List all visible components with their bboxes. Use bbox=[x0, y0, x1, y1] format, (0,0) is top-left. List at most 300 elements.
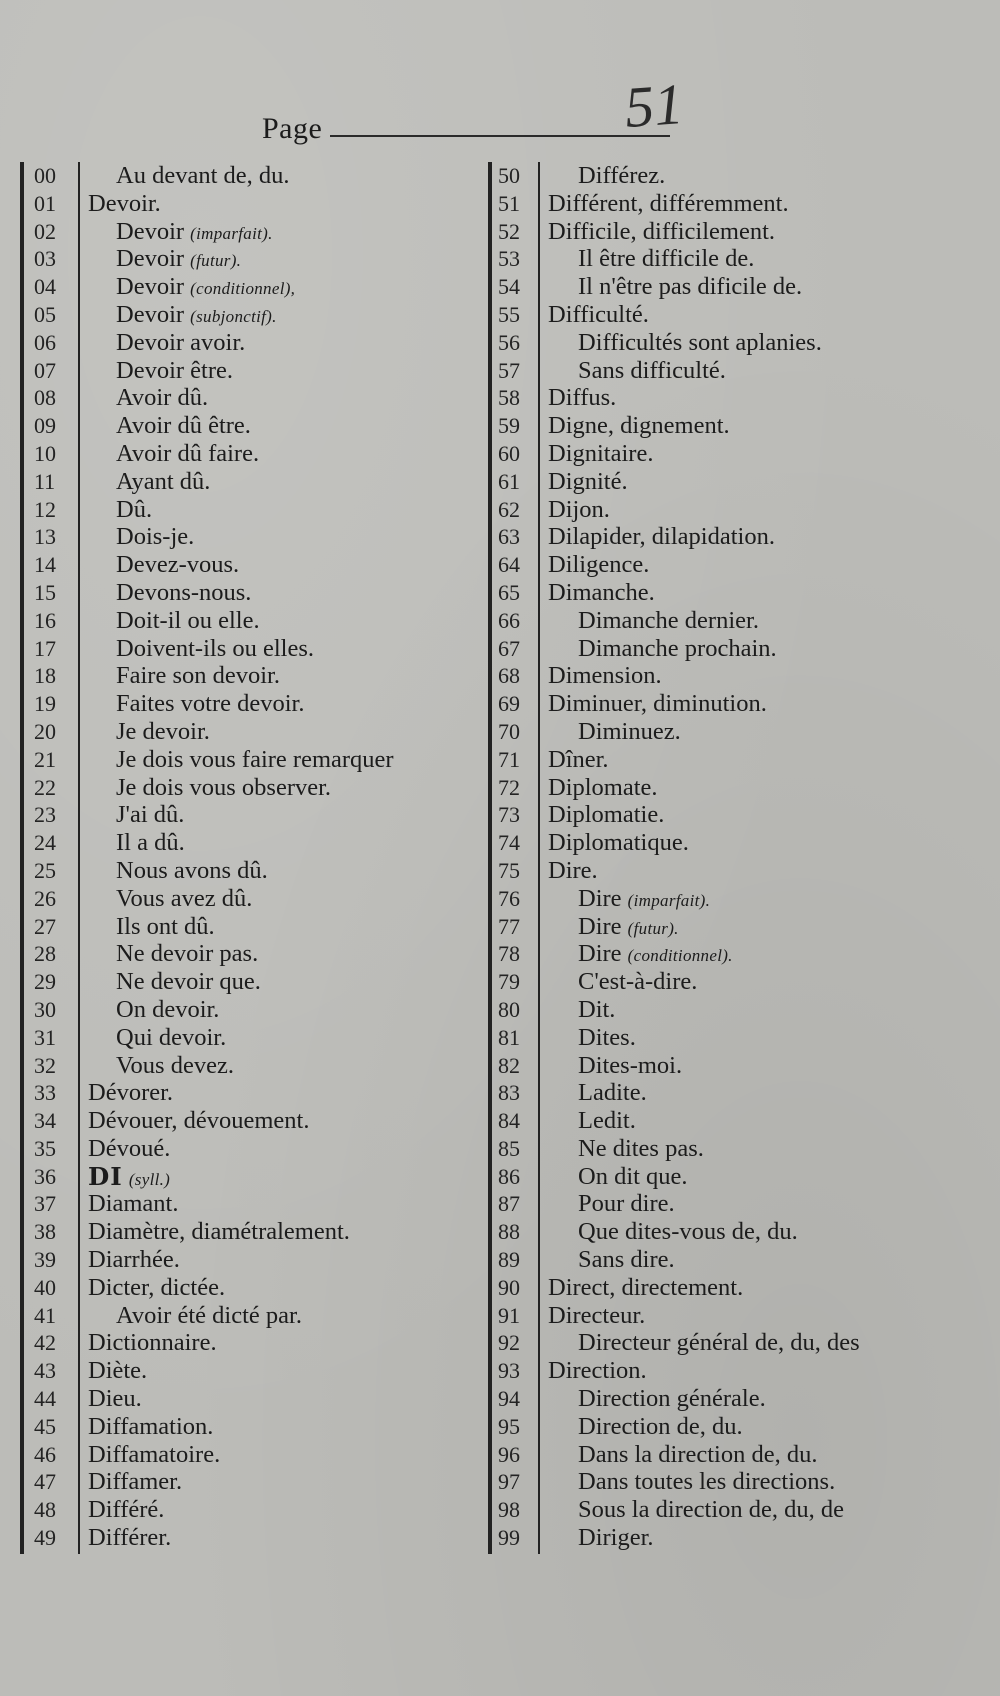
code-entry-row bbox=[488, 1496, 988, 1524]
entry-word: Il a dû. bbox=[116, 829, 185, 857]
entry-text bbox=[548, 829, 689, 857]
entry-code-number: 41 bbox=[34, 1302, 56, 1328]
entry-code-number: 04 bbox=[34, 274, 56, 300]
entry-code-number: 80 bbox=[498, 996, 520, 1022]
entry-text bbox=[88, 1385, 142, 1413]
entry-word: Direction. bbox=[548, 1357, 647, 1385]
code-entry-row bbox=[20, 885, 480, 913]
entry-text bbox=[116, 384, 208, 412]
entry-code-number: 11 bbox=[34, 468, 56, 494]
entry-word: Dimension. bbox=[548, 662, 662, 690]
entry-text bbox=[548, 1302, 645, 1330]
entry-word: Nous avons dû. bbox=[116, 856, 268, 884]
code-entry-row bbox=[20, 1190, 480, 1218]
entry-text bbox=[88, 1441, 220, 1469]
code-entry-row bbox=[20, 1218, 480, 1246]
entry-code-number: 91 bbox=[498, 1302, 520, 1328]
entry-word: Diligence. bbox=[548, 551, 650, 579]
code-entry-row bbox=[488, 468, 988, 496]
entry-grammatical-note: (futur). bbox=[627, 918, 679, 938]
entry-text bbox=[88, 1079, 173, 1107]
entry-code-number: 63 bbox=[498, 524, 520, 550]
entry-code-number: 92 bbox=[498, 1330, 520, 1356]
entry-word: Digne, dignement. bbox=[548, 412, 730, 440]
entry-text bbox=[578, 1135, 704, 1163]
entry-text bbox=[548, 523, 775, 551]
entry-word: Devez-vous. bbox=[116, 551, 240, 579]
code-entry-row bbox=[20, 718, 480, 746]
code-entry-row bbox=[20, 218, 480, 246]
code-entry-row bbox=[488, 718, 988, 746]
entry-text bbox=[116, 551, 239, 579]
code-entry-row bbox=[20, 1024, 480, 1052]
entry-code-number: 39 bbox=[34, 1247, 56, 1273]
entry-text bbox=[116, 301, 277, 331]
entry-code-number: 14 bbox=[34, 552, 56, 578]
entry-code-number: 38 bbox=[34, 1219, 56, 1245]
entry-text bbox=[88, 1413, 213, 1441]
code-entry-row bbox=[20, 1302, 480, 1330]
entry-word: Ne devoir pas. bbox=[116, 940, 259, 968]
entry-word: Diffus. bbox=[548, 384, 617, 412]
entry-word: Doit-il ou elle. bbox=[116, 606, 260, 634]
code-entry-row bbox=[20, 1524, 480, 1552]
entry-text bbox=[578, 1496, 844, 1524]
entry-word: On dit que. bbox=[578, 1162, 688, 1190]
entry-word: Diarrhée. bbox=[88, 1246, 180, 1274]
entry-code-number: 24 bbox=[34, 830, 56, 856]
entry-word: Je devoir. bbox=[116, 717, 210, 745]
entry-code-number: 42 bbox=[34, 1330, 56, 1356]
code-entry-row bbox=[488, 245, 988, 273]
entry-code-number: 87 bbox=[498, 1191, 520, 1217]
entry-text bbox=[578, 1413, 743, 1441]
code-entry-row bbox=[488, 1107, 988, 1135]
code-entry-row bbox=[20, 662, 480, 690]
entry-word: Sans dire. bbox=[578, 1246, 675, 1274]
entry-code-number: 90 bbox=[498, 1274, 520, 1300]
entry-text bbox=[116, 1052, 234, 1080]
entry-code-number: 86 bbox=[498, 1163, 520, 1189]
entry-word: Avoir dû. bbox=[116, 384, 209, 412]
code-entry-row bbox=[488, 329, 988, 357]
entry-text bbox=[116, 162, 290, 190]
entry-word: Diffamer. bbox=[88, 1468, 183, 1496]
entry-code-number: 20 bbox=[34, 718, 56, 744]
entry-word: Ledit. bbox=[578, 1107, 636, 1135]
entry-word: Difficultés sont aplanies. bbox=[578, 328, 822, 356]
entry-code-number: 37 bbox=[34, 1191, 56, 1217]
code-entry-row bbox=[488, 968, 988, 996]
code-entry-row bbox=[488, 218, 988, 246]
left-column bbox=[20, 162, 480, 1552]
entry-text bbox=[88, 1246, 180, 1274]
entry-word: Devoir. bbox=[88, 189, 161, 217]
code-entry-row bbox=[20, 273, 480, 301]
entry-text bbox=[88, 1218, 350, 1246]
entry-text bbox=[548, 551, 649, 579]
entry-word: Devons-nous. bbox=[116, 578, 252, 606]
entry-code-number: 69 bbox=[498, 691, 520, 717]
entry-word: Il n'être pas dificile de. bbox=[578, 273, 803, 301]
code-entry-row bbox=[20, 1135, 480, 1163]
entry-code-number: 71 bbox=[498, 746, 520, 772]
code-entry-row bbox=[20, 829, 480, 857]
entry-text bbox=[578, 1079, 647, 1107]
entry-code-number: 26 bbox=[34, 885, 56, 911]
entry-word: Dans la direction de, du. bbox=[578, 1440, 818, 1468]
entry-code-number: 62 bbox=[498, 496, 520, 522]
entry-word: Diamètre, diamétralement. bbox=[88, 1218, 350, 1246]
entry-text bbox=[116, 468, 210, 496]
code-entry-row bbox=[20, 635, 480, 663]
code-entry-row bbox=[20, 1329, 480, 1357]
entry-text bbox=[548, 801, 664, 829]
entry-code-number: 51 bbox=[498, 190, 520, 216]
code-entry-row bbox=[20, 1107, 480, 1135]
entry-text bbox=[578, 635, 777, 663]
entry-text bbox=[578, 1190, 675, 1218]
entry-text bbox=[578, 1107, 636, 1135]
code-entry-row bbox=[488, 1135, 988, 1163]
entry-code-number: 75 bbox=[498, 857, 520, 883]
code-entry-row bbox=[20, 774, 480, 802]
entry-text bbox=[116, 1024, 226, 1052]
entry-text bbox=[116, 885, 252, 913]
entry-word: Pour dire. bbox=[578, 1190, 675, 1218]
entry-word: Directeur général de, du, des bbox=[578, 1329, 860, 1357]
entry-word: Dilapider, dilapidation. bbox=[548, 523, 775, 551]
entry-code-number: 47 bbox=[34, 1469, 56, 1495]
entry-word: Dû. bbox=[116, 495, 153, 523]
entry-code-number: 00 bbox=[34, 163, 56, 188]
entry-text bbox=[578, 1052, 682, 1080]
entry-word: Dit. bbox=[578, 995, 616, 1023]
entry-code-number: 66 bbox=[498, 607, 520, 633]
entry-text bbox=[116, 607, 260, 635]
entry-text bbox=[578, 940, 733, 970]
entry-code-number: 33 bbox=[34, 1080, 56, 1106]
entry-code-number: 31 bbox=[34, 1024, 56, 1050]
entry-text bbox=[578, 607, 759, 635]
code-entry-row bbox=[20, 940, 480, 968]
entry-code-number: 28 bbox=[34, 941, 56, 967]
entry-text bbox=[578, 273, 802, 301]
entry-word: Devoir avoir. bbox=[116, 328, 246, 356]
entry-text bbox=[578, 996, 615, 1024]
entry-text bbox=[116, 273, 295, 303]
code-entry-row bbox=[488, 857, 988, 885]
entry-text bbox=[116, 357, 233, 385]
entry-word: Avoir dû être. bbox=[116, 412, 251, 440]
entry-word: Différent, différemment. bbox=[548, 189, 789, 217]
entry-code-number: 48 bbox=[34, 1497, 56, 1523]
code-entry-row bbox=[20, 1274, 480, 1302]
entry-word: Doivent-ils ou elles. bbox=[116, 634, 315, 662]
entry-word: Qui devoir. bbox=[116, 1023, 227, 1051]
entry-code-number: 72 bbox=[498, 774, 520, 800]
entry-word: Dignité. bbox=[548, 467, 628, 495]
code-entry-row bbox=[488, 1357, 988, 1385]
entry-text bbox=[116, 829, 185, 857]
entry-code-number: 61 bbox=[498, 468, 520, 494]
entry-text bbox=[578, 968, 697, 996]
entry-code-number: 76 bbox=[498, 885, 520, 911]
entry-word: Je dois vous faire remarquer bbox=[116, 745, 394, 773]
entry-word: Diriger. bbox=[578, 1524, 654, 1552]
entry-code-number: 45 bbox=[34, 1413, 56, 1439]
entry-word: Diffamatoire. bbox=[88, 1440, 221, 1468]
code-entry-row bbox=[20, 857, 480, 885]
entry-code-number: 35 bbox=[34, 1135, 56, 1161]
entry-word: Diète. bbox=[88, 1357, 148, 1385]
entry-code-number: 13 bbox=[34, 524, 56, 550]
code-entry-row bbox=[488, 1274, 988, 1302]
entry-text bbox=[88, 190, 161, 218]
entry-word: Devoir être. bbox=[116, 356, 233, 384]
entry-code-number: 53 bbox=[498, 246, 520, 272]
code-entry-row bbox=[20, 1246, 480, 1274]
code-entry-row bbox=[488, 1218, 988, 1246]
entry-text bbox=[578, 1385, 766, 1413]
entry-code-number: 58 bbox=[498, 385, 520, 411]
entry-word: Il être difficile de. bbox=[578, 245, 755, 273]
entry-word: Sans difficulté. bbox=[578, 356, 726, 384]
entry-code-number: 06 bbox=[34, 329, 56, 355]
entry-word: Difficile, difficilement. bbox=[548, 217, 776, 245]
entry-text bbox=[116, 774, 331, 802]
code-entry-row bbox=[20, 412, 480, 440]
code-entry-row bbox=[20, 551, 480, 579]
entry-grammatical-note: (conditionnel), bbox=[190, 279, 296, 299]
code-entry-row bbox=[488, 1385, 988, 1413]
code-entry-row bbox=[488, 1024, 988, 1052]
entry-word: Avoir été dicté par. bbox=[116, 1301, 302, 1329]
entry-code-number: 96 bbox=[498, 1441, 520, 1467]
entry-text bbox=[116, 801, 184, 829]
entry-text bbox=[548, 690, 767, 718]
entry-word: C'est-à-dire. bbox=[578, 968, 698, 996]
entry-code-number: 46 bbox=[34, 1441, 56, 1467]
handwritten-page-number: 51 bbox=[622, 71, 686, 140]
code-entry-row bbox=[20, 1441, 480, 1469]
code-entry-row bbox=[20, 1079, 480, 1107]
entry-word: Différé. bbox=[88, 1496, 165, 1524]
entry-word: Ne devoir que. bbox=[116, 968, 261, 996]
entry-word: Faire son devoir. bbox=[116, 662, 280, 690]
code-entry-row bbox=[488, 940, 988, 968]
code-entry-row bbox=[488, 1441, 988, 1469]
entry-word: Directeur. bbox=[548, 1301, 646, 1329]
entry-text bbox=[88, 1163, 170, 1194]
code-entry-row bbox=[488, 301, 988, 329]
entry-word: Dire bbox=[578, 940, 622, 968]
entry-code-number: 27 bbox=[34, 913, 56, 939]
entry-word: Faites votre devoir. bbox=[116, 690, 305, 718]
code-entry-row bbox=[20, 1052, 480, 1080]
entry-word: Ayant dû. bbox=[116, 467, 211, 495]
entry-text bbox=[578, 245, 754, 273]
entry-code-number: 30 bbox=[34, 996, 56, 1022]
code-entry-row bbox=[488, 1079, 988, 1107]
code-entry-row bbox=[488, 690, 988, 718]
entry-word: Dans toutes les directions. bbox=[578, 1468, 836, 1496]
entry-code-number: 68 bbox=[498, 663, 520, 689]
entry-word: Diamant. bbox=[88, 1190, 179, 1218]
page-underline bbox=[330, 135, 670, 137]
code-entry-row bbox=[20, 301, 480, 329]
code-entry-row bbox=[488, 273, 988, 301]
entry-word: Dîner. bbox=[548, 745, 609, 773]
entry-code-number: 84 bbox=[498, 1108, 520, 1134]
entry-code-number: 99 bbox=[498, 1525, 520, 1551]
entry-text bbox=[548, 412, 730, 440]
entry-text bbox=[548, 857, 598, 885]
code-entry-row bbox=[20, 1413, 480, 1441]
entry-text bbox=[116, 579, 251, 607]
code-entry-row bbox=[20, 384, 480, 412]
code-entry-row bbox=[488, 635, 988, 663]
entry-text bbox=[116, 718, 210, 746]
entry-word: Diplomatie. bbox=[548, 801, 665, 829]
entry-text bbox=[116, 635, 314, 663]
entry-text bbox=[88, 1357, 147, 1385]
entry-grammatical-note: (conditionnel). bbox=[627, 946, 733, 966]
entry-code-number: 52 bbox=[498, 218, 520, 244]
entry-text bbox=[116, 968, 261, 996]
entry-code-number: 89 bbox=[498, 1247, 520, 1273]
code-entry-row bbox=[488, 1329, 988, 1357]
code-entry-row bbox=[20, 162, 480, 190]
entry-code-number: 05 bbox=[34, 301, 56, 327]
code-entry-row bbox=[20, 1468, 480, 1496]
entry-word: Dire. bbox=[548, 856, 598, 884]
entry-grammatical-note: (futur). bbox=[190, 251, 242, 271]
entry-word: Dicter, dictée. bbox=[88, 1273, 226, 1301]
entry-word: Que dites-vous de, du. bbox=[578, 1218, 798, 1246]
entry-code-number: 19 bbox=[34, 691, 56, 717]
code-entry-row bbox=[488, 1468, 988, 1496]
entry-word: Direct, directement. bbox=[548, 1273, 744, 1301]
entry-code-number: 54 bbox=[498, 274, 520, 300]
entry-word: Diminuer, diminution. bbox=[548, 690, 767, 718]
entry-code-number: 56 bbox=[498, 329, 520, 355]
entry-word: Dévorer. bbox=[88, 1079, 174, 1107]
entry-code-number: 43 bbox=[34, 1358, 56, 1384]
entry-word: Dignitaire. bbox=[548, 439, 654, 467]
entry-text bbox=[578, 1246, 675, 1274]
entry-code-number: 15 bbox=[34, 579, 56, 605]
code-entry-row bbox=[20, 968, 480, 996]
code-entry-row bbox=[488, 829, 988, 857]
entry-text bbox=[116, 496, 152, 524]
entry-word: Différer. bbox=[88, 1524, 172, 1552]
entry-text bbox=[578, 885, 710, 915]
entry-word: Dimanche prochain. bbox=[578, 634, 777, 662]
code-entry-row bbox=[488, 440, 988, 468]
entry-text bbox=[548, 218, 775, 246]
entry-code-number: 85 bbox=[498, 1135, 520, 1161]
entry-code-number: 03 bbox=[34, 246, 56, 272]
code-entry-row bbox=[488, 913, 988, 941]
code-entry-row bbox=[488, 1190, 988, 1218]
entry-text bbox=[578, 1218, 798, 1246]
entry-text bbox=[88, 1107, 309, 1135]
entry-word: Dites. bbox=[578, 1023, 636, 1051]
entry-word: Au devant de, du. bbox=[116, 162, 290, 189]
code-entry-row bbox=[20, 357, 480, 385]
entry-code-number: 65 bbox=[498, 579, 520, 605]
entry-code-number: 12 bbox=[34, 496, 56, 522]
entry-text bbox=[548, 301, 649, 329]
code-entry-row bbox=[488, 801, 988, 829]
entry-code-number: 93 bbox=[498, 1358, 520, 1384]
entry-word: Devoir bbox=[116, 273, 185, 301]
code-entry-row bbox=[20, 801, 480, 829]
entry-text bbox=[578, 1163, 688, 1191]
entry-grammatical-note: (subjonctif). bbox=[190, 306, 277, 326]
code-entry-row bbox=[20, 468, 480, 496]
entry-text bbox=[548, 774, 658, 802]
entry-text bbox=[88, 1524, 171, 1552]
entry-code-number: 67 bbox=[498, 635, 520, 661]
page-label: Page bbox=[262, 112, 323, 145]
entry-text bbox=[578, 162, 665, 190]
entry-text bbox=[578, 1024, 636, 1052]
entry-text bbox=[116, 940, 258, 968]
entry-code-number: 88 bbox=[498, 1219, 520, 1245]
code-entry-row bbox=[488, 1302, 988, 1330]
entry-text bbox=[88, 1274, 225, 1302]
entry-code-number: 09 bbox=[34, 413, 56, 439]
code-entry-row bbox=[488, 1246, 988, 1274]
entry-code-number: 60 bbox=[498, 440, 520, 466]
code-entry-row bbox=[488, 551, 988, 579]
entry-code-number: 83 bbox=[498, 1080, 520, 1106]
entry-text bbox=[578, 357, 726, 385]
code-entry-row bbox=[488, 523, 988, 551]
entry-text bbox=[116, 523, 194, 551]
code-entry-row bbox=[20, 440, 480, 468]
entry-word: Direction de, du. bbox=[578, 1412, 743, 1440]
right-column bbox=[488, 162, 988, 1552]
entry-word: Diplomate. bbox=[548, 773, 658, 801]
entry-word: Ladite. bbox=[578, 1079, 647, 1107]
code-entry-row bbox=[488, 357, 988, 385]
entry-code-number: 10 bbox=[34, 440, 56, 466]
entry-text bbox=[116, 1302, 302, 1330]
entry-text bbox=[88, 1496, 164, 1524]
entry-code-number: 08 bbox=[34, 385, 56, 411]
entry-code-number: 97 bbox=[498, 1469, 520, 1495]
entry-code-number: 82 bbox=[498, 1052, 520, 1078]
entry-code-number: 77 bbox=[498, 913, 520, 939]
entry-word: Dites-moi. bbox=[578, 1051, 683, 1079]
entry-text bbox=[578, 718, 681, 746]
code-entry-row bbox=[488, 412, 988, 440]
entry-text bbox=[116, 412, 251, 440]
entry-text bbox=[116, 218, 273, 248]
entry-word: Direction générale. bbox=[578, 1385, 766, 1413]
code-entry-row bbox=[488, 496, 988, 524]
code-entry-row bbox=[20, 1385, 480, 1413]
entry-text bbox=[578, 1468, 835, 1496]
entry-text bbox=[116, 245, 241, 275]
entry-text bbox=[116, 746, 394, 774]
code-entry-row bbox=[20, 190, 480, 218]
entry-code-number: 23 bbox=[34, 802, 56, 828]
entry-text bbox=[116, 329, 245, 357]
